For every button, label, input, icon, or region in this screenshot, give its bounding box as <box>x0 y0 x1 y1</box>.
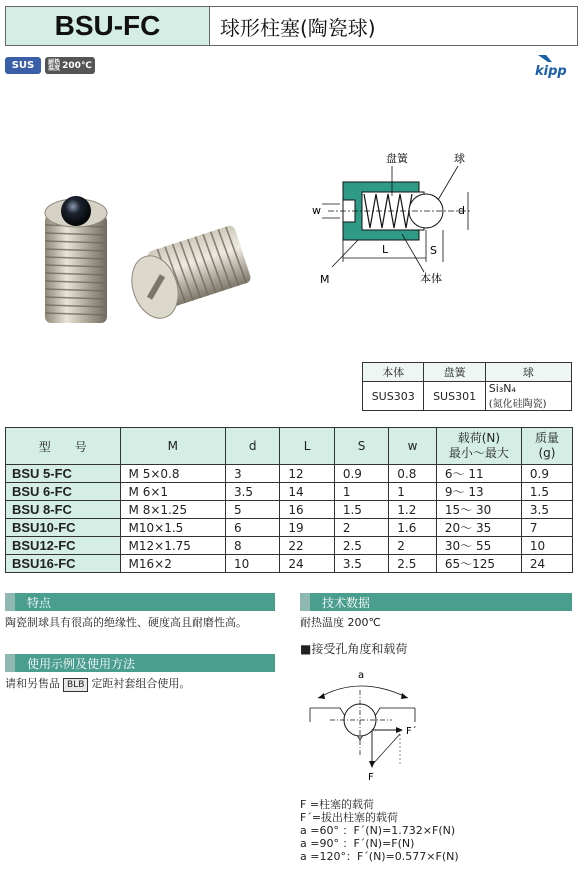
tech-title: 技术数据 <box>322 595 371 610</box>
cell-load: 65～125 <box>436 555 521 573</box>
usage-heading <box>5 654 275 672</box>
cell-model: BSU 8-FC <box>6 501 121 519</box>
cell-w: 2 <box>389 537 437 555</box>
cell-L: 19 <box>280 519 334 537</box>
cell-M: M16×2 <box>120 555 225 573</box>
material-ball <box>485 382 571 411</box>
cell-mass: 7 <box>521 519 572 537</box>
cell-model: BSU 5-FC <box>6 465 121 483</box>
angle-label-F: F <box>368 772 374 783</box>
usage-text-after: 定距衬套组合使用。 <box>91 677 191 690</box>
usage-text <box>5 675 190 692</box>
col-load-title: 载荷(N) <box>457 431 501 445</box>
heat-badge-label: 耐热 温度 <box>48 58 61 72</box>
label-ball: 球 <box>454 152 465 165</box>
usage-text-before: 请和另售品 <box>5 677 60 690</box>
cell-d: 8 <box>225 537 279 555</box>
tech-heading <box>300 593 572 611</box>
tech-text: 耐热温度 200℃ <box>300 616 381 629</box>
cell-w: 1.2 <box>389 501 437 519</box>
horizontal-plunger-photo <box>124 224 252 324</box>
col-L: L <box>280 428 334 465</box>
cell-L: 16 <box>280 501 334 519</box>
cell-d: 5 <box>225 501 279 519</box>
cell-w: 1 <box>389 483 437 501</box>
cell-load: 15～ 30 <box>436 501 521 519</box>
note-line: F =柱塞的载荷 <box>300 798 375 811</box>
label-spring: 盘簧 <box>386 152 408 165</box>
dim-S: S <box>430 244 437 257</box>
material-ball-formula: Si₃N₄ <box>488 382 516 395</box>
heading-marker <box>5 654 15 672</box>
cell-M: M 5×0.8 <box>120 465 225 483</box>
cell-M: M10×1.5 <box>120 519 225 537</box>
cell-M: M12×1.75 <box>120 537 225 555</box>
table-row <box>6 537 573 555</box>
cell-d: 10 <box>225 555 279 573</box>
features-text: 陶瓷制球具有很高的绝缘性、硬度高且耐磨性高。 <box>5 616 247 629</box>
material-spring: SUS301 <box>424 382 485 411</box>
cell-load: 6～ 11 <box>436 465 521 483</box>
angle-label-a: a <box>358 670 365 681</box>
features-heading <box>5 593 275 611</box>
cell-L: 24 <box>280 555 334 573</box>
material-body: SUS303 <box>363 382 424 411</box>
table-row <box>6 519 573 537</box>
col-w: w <box>389 428 437 465</box>
cell-M: M 6×1 <box>120 483 225 501</box>
table-row <box>6 555 573 573</box>
cell-model: BSU 6-FC <box>6 483 121 501</box>
cell-S: 2 <box>334 519 388 537</box>
features-title: 特点 <box>27 595 52 610</box>
cell-w: 2.5 <box>389 555 437 573</box>
col-load <box>436 428 521 465</box>
angle-label-Fp: F´ <box>406 726 417 737</box>
technical-drawing <box>300 150 500 290</box>
dim-M: M <box>320 273 330 286</box>
cell-mass: 3.5 <box>521 501 572 519</box>
dim-L: L <box>382 243 389 256</box>
usage-title: 使用示例及使用方法 <box>27 656 136 671</box>
material-header-spring: 盘簧 <box>424 363 485 382</box>
heading-marker <box>5 593 15 611</box>
blb-tag: BLB <box>63 678 88 692</box>
cell-L: 14 <box>280 483 334 501</box>
note-line: a =60° ：F´(N)=1.732×F(N) <box>300 824 456 837</box>
label-body: 本体 <box>420 272 442 285</box>
col-mass-title: 质量 <box>534 431 559 445</box>
cell-mass: 24 <box>521 555 572 573</box>
material-table <box>362 362 572 411</box>
note-line: a =90° ：F´(N)=F(N) <box>300 837 415 850</box>
cell-S: 0.9 <box>334 465 388 483</box>
cell-load: 20～ 35 <box>436 519 521 537</box>
cell-load: 9～ 13 <box>436 483 521 501</box>
cell-d: 6 <box>225 519 279 537</box>
cell-d: 3 <box>225 465 279 483</box>
product-title: 球形柱塞(陶瓷球) <box>210 6 578 46</box>
dim-w: w <box>312 204 321 217</box>
cell-d: 3.5 <box>225 483 279 501</box>
cell-S: 3.5 <box>334 555 388 573</box>
cell-w: 0.8 <box>389 465 437 483</box>
cell-L: 22 <box>280 537 334 555</box>
cell-S: 1 <box>334 483 388 501</box>
heat-badge-value: 200℃ <box>62 60 92 71</box>
angle-notes <box>300 798 459 863</box>
cell-mass: 10 <box>521 537 572 555</box>
vertical-plunger-photo <box>45 196 107 323</box>
cell-load: 30～ 55 <box>436 537 521 555</box>
material-header-ball: 球 <box>485 363 571 382</box>
col-mass-unit: (g) <box>538 446 556 460</box>
dim-d: d <box>458 204 465 217</box>
col-mass <box>521 428 572 465</box>
cell-M: M 8×1.25 <box>120 501 225 519</box>
cell-mass: 0.9 <box>521 465 572 483</box>
col-d: d <box>225 428 279 465</box>
product-code: BSU-FC <box>5 6 210 46</box>
cell-model: BSU10-FC <box>6 519 121 537</box>
cell-w: 1.6 <box>389 519 437 537</box>
table-row <box>6 501 573 519</box>
heat-badge <box>45 57 95 74</box>
table-row <box>6 465 573 483</box>
note-line: F´=拔出柱塞的载荷 <box>300 811 399 824</box>
cell-mass: 1.5 <box>521 483 572 501</box>
angle-title: ■接受孔角度和载荷 <box>300 642 408 656</box>
material-ball-name: (氮化硅陶瓷) <box>488 399 547 410</box>
col-model: 型 号 <box>6 428 121 465</box>
col-load-range: 最小～最大 <box>448 446 509 460</box>
kipp-logo <box>532 52 574 78</box>
note-line: a =120°：F´(N)=0.577×F(N) <box>300 850 459 863</box>
angle-diagram <box>300 660 440 785</box>
cell-model: BSU12-FC <box>6 537 121 555</box>
col-S: S <box>334 428 388 465</box>
product-photo <box>35 185 255 340</box>
spec-table <box>5 427 573 573</box>
col-M: M <box>120 428 225 465</box>
material-badge: SUS <box>5 57 41 74</box>
cell-S: 2.5 <box>334 537 388 555</box>
kipp-logo-text: kipp <box>535 64 567 78</box>
table-row <box>6 483 573 501</box>
cell-model: BSU16-FC <box>6 555 121 573</box>
cell-S: 1.5 <box>334 501 388 519</box>
heading-marker <box>300 593 310 611</box>
material-header-body: 本体 <box>363 363 424 382</box>
cell-L: 12 <box>280 465 334 483</box>
